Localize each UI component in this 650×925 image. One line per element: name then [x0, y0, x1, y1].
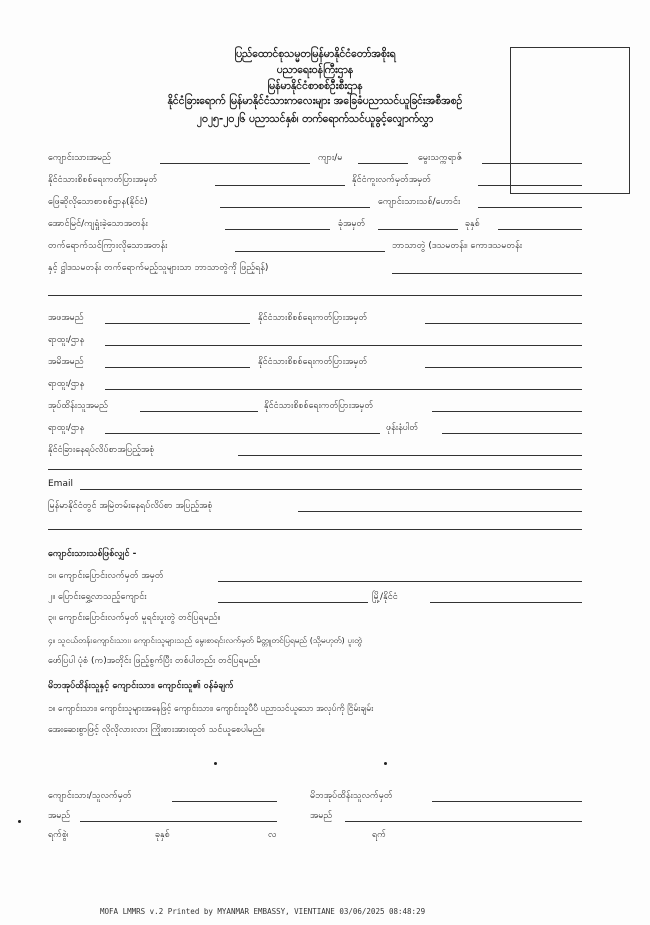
label-nrc: နိုင်ငံသားစိစစ်ရေးကတ်ပြားအမှတ် — [48, 175, 158, 185]
label-dob: မွေးသက္ကရာဇ် — [418, 153, 463, 163]
input-father-nrc[interactable] — [425, 323, 582, 324]
label-mother-name: အမိအမည် — [48, 357, 84, 367]
label-transfer-cert: ၁။ ကျောင်းပြောင်းလက်မှတ် အမှတ် — [48, 571, 164, 581]
input-student-signature[interactable] — [172, 801, 277, 802]
input-parent-sig-name[interactable] — [345, 821, 582, 822]
input-mother-nrc[interactable] — [425, 367, 582, 368]
input-guardian-occupation[interactable] — [105, 433, 380, 434]
declaration-line-2: အေးဆေးစွာဖြင့် လိုလိုလားလား ကြိုးစားအားထုတ် သင်ယူစေပါမည်။ — [48, 725, 265, 735]
dot-mark — [384, 762, 387, 765]
input-passed-grade[interactable] — [225, 229, 330, 230]
label-city-country: မြို့/နိုင်ငံ — [372, 592, 398, 602]
input-abroad-address-2[interactable] — [48, 469, 582, 470]
label-parent-signature: မိဘအုပ်ထိန်းသူလက်မှတ် — [310, 791, 393, 801]
input-myanmar-address-2[interactable] — [48, 529, 582, 530]
input-subjects-2[interactable] — [48, 295, 582, 296]
input-father-name[interactable] — [105, 323, 250, 324]
form-title: ၂၀၂၅-၂၀၂၆ ပညာသင်နှစ်၊ တက်ရောက်သင်ယူခွင့်လျှောက်လွှာ — [196, 113, 434, 125]
print-footer: MOFA LMMRS v.2 Printed by MYANMAR EMBASSY, VIENTIANE 03/06/2025 08:48:29 — [100, 907, 426, 916]
note-original-cert: ၃။ ကျောင်းပြောင်းလက်မှတ် မူရင်းပူးတွဲ တင်ပြရမည်။ — [48, 613, 221, 623]
input-subjects[interactable] — [392, 273, 582, 274]
label-subjects: ဘာသာတွဲ (ဒသမတန်း၊ ကောဒသမတန်း — [392, 241, 523, 251]
label-date-day: ရက် — [372, 830, 386, 840]
label-exam-center: ဖြေဆိုလိုသောစာစစ်ဌာန(နိုင်ငံ) — [48, 197, 148, 207]
input-parent-signature[interactable] — [432, 801, 582, 802]
label-roll-no: ခုံအမှတ် — [338, 219, 366, 229]
input-transfer-cert[interactable] — [218, 581, 582, 582]
header-government: ပြည်ထောင်စုသမ္မတမြန်မာနိုင်ငံတော်အစိုးရ — [234, 48, 396, 60]
dot-mark — [214, 762, 217, 765]
label-year: ခုနှစ် — [465, 219, 480, 229]
label-abroad-address: နိုင်ငံခြားနေရပ်လိပ်စာအပြည့်အစုံ — [48, 445, 155, 455]
label-guardian-nrc: နိုင်ငံသားစိစစ်ရေးကတ်ပြားအမှတ် — [264, 401, 374, 411]
label-subjects-note: နှင့် ဋ္ဌါဒသမတန်း တက်ရောက်မည့်သူများသာ ဘာသာတွဲကို ဖြည့်ရန်) — [48, 263, 269, 273]
input-mother-occupation[interactable] — [105, 389, 582, 390]
section-new-student: ကျောင်းသားသစ်ဖြစ်လျှင် - — [48, 549, 137, 559]
input-mother-name[interactable] — [105, 367, 250, 368]
declaration-line-1: ၁။ ကျောင်းသား၊ ကျောင်းသူများအနေဖြင့် ကျောင်းသား၊ ကျောင်းသူပီပီ ပညာသင်ယူသော အလုပ်ကို ငြိမ်းချမ်း — [48, 703, 374, 713]
input-student-name[interactable] — [160, 163, 310, 164]
input-previous-school[interactable] — [218, 602, 368, 603]
header-department: မြန်မာနိုင်ငံစာစစ်ဦးစီးဌာန — [267, 80, 363, 92]
label-passed-grade: အောင်မြင်/ကျရှုံးခဲ့သောအတန်း — [48, 219, 148, 229]
input-guardian-nrc[interactable] — [432, 411, 582, 412]
input-dob[interactable] — [482, 163, 582, 164]
label-myanmar-address: မြန်မာနိုင်ငံတွင် အမြဲတမ်းနေရပ်လိပ်စာ အပြည့်အစုံ — [48, 501, 213, 511]
input-guardian-name[interactable] — [140, 411, 258, 412]
note-birth-cert: ၄။ သူငယ်တန်းကျောင်းသား၊ ကျောင်းသူများသည် မွေးစာရင်းလက်မှတ် မိတ္တူတင်ပြရမည် (သို့မဟုတ်) ပူးတွဲ — [48, 635, 363, 645]
input-city-country[interactable] — [430, 602, 582, 603]
input-new-old[interactable] — [478, 207, 582, 208]
label-phone: ဖုန်းနံပါတ် — [386, 423, 419, 433]
label-parent-sig-name: အမည် — [310, 811, 333, 821]
input-abroad-address[interactable] — [238, 455, 582, 456]
photo-box — [510, 47, 630, 194]
label-guardian-name: အုပ်ထိန်းသူအမည် — [48, 401, 108, 411]
note-form-ka: ဖော်ပြပါ ပုံစံ (က)အတိုင်း ဖြည့်စွက်ပြီး တစ်ပါတည်း တင်ပြရမည်။ — [48, 656, 261, 666]
label-gender: ကျား/မ — [318, 153, 343, 163]
input-nrc[interactable] — [215, 185, 345, 186]
label-father-name: အဖအမည် — [48, 313, 84, 323]
label-previous-school: ၂။ ပြောင်းရွှေ့လာသည့်ကျောင်း — [48, 592, 147, 602]
label-mother-nrc: နိုင်ငံသားစိစစ်ရေးကတ်ပြားအမှတ် — [258, 357, 368, 367]
label-father-occupation: ရာထူး/ဌာန — [48, 335, 85, 345]
input-passport[interactable] — [478, 185, 582, 186]
input-father-occupation[interactable] — [105, 345, 582, 346]
input-phone[interactable] — [442, 433, 582, 434]
label-apply-grade: တက်ရောက်သင်ကြားလိုသောအတန်း — [48, 241, 168, 251]
header-program: နိုင်ငံခြားရောက် မြန်မာနိုင်ငံသားကလေးများ အခြေခံပညာသင်ယူခြင်းအစီအစဉ် — [167, 95, 463, 107]
input-email[interactable] — [80, 489, 582, 490]
input-exam-center[interactable] — [220, 207, 370, 208]
label-guardian-occupation: ရာထူး/ဌာန — [48, 423, 85, 433]
input-student-sig-name[interactable] — [80, 821, 277, 822]
input-apply-grade[interactable] — [235, 251, 385, 252]
label-student-sig-name: အမည် — [48, 811, 71, 821]
label-father-nrc: နိုင်ငံသားစိစစ်ရေးကတ်ပြားအမှတ် — [258, 313, 368, 323]
label-new-old: ကျောင်းသားသစ်/ဟောင်း — [378, 197, 461, 207]
header-ministry: ပညာရေးဝန်ကြီးဌာန — [276, 64, 354, 76]
section-declaration: မိဘအုပ်ထိန်းသူနှင့် ကျောင်းသား၊ ကျောင်းသူ၏ ဝန်ခံချက် — [48, 681, 234, 691]
label-passport: နိုင်ငံကူးလက်မှတ်အမှတ် — [352, 175, 432, 185]
label-date-year: ခုနှစ် — [155, 830, 170, 840]
dot-mark — [18, 820, 21, 823]
label-date-month: လ — [268, 830, 277, 840]
input-roll-no[interactable] — [378, 229, 458, 230]
label-mother-occupation: ရာထူး/ဌာန — [48, 379, 85, 389]
input-year[interactable] — [498, 229, 582, 230]
label-date: ရက်စွဲ၊ — [48, 830, 69, 840]
input-myanmar-address[interactable] — [298, 511, 582, 512]
label-student-signature: ကျောင်းသား/သူလက်မှတ် — [48, 791, 132, 801]
label-email: Email — [48, 479, 73, 489]
label-student-name: ကျောင်းသားအမည် — [48, 153, 111, 163]
input-gender[interactable] — [358, 163, 408, 164]
